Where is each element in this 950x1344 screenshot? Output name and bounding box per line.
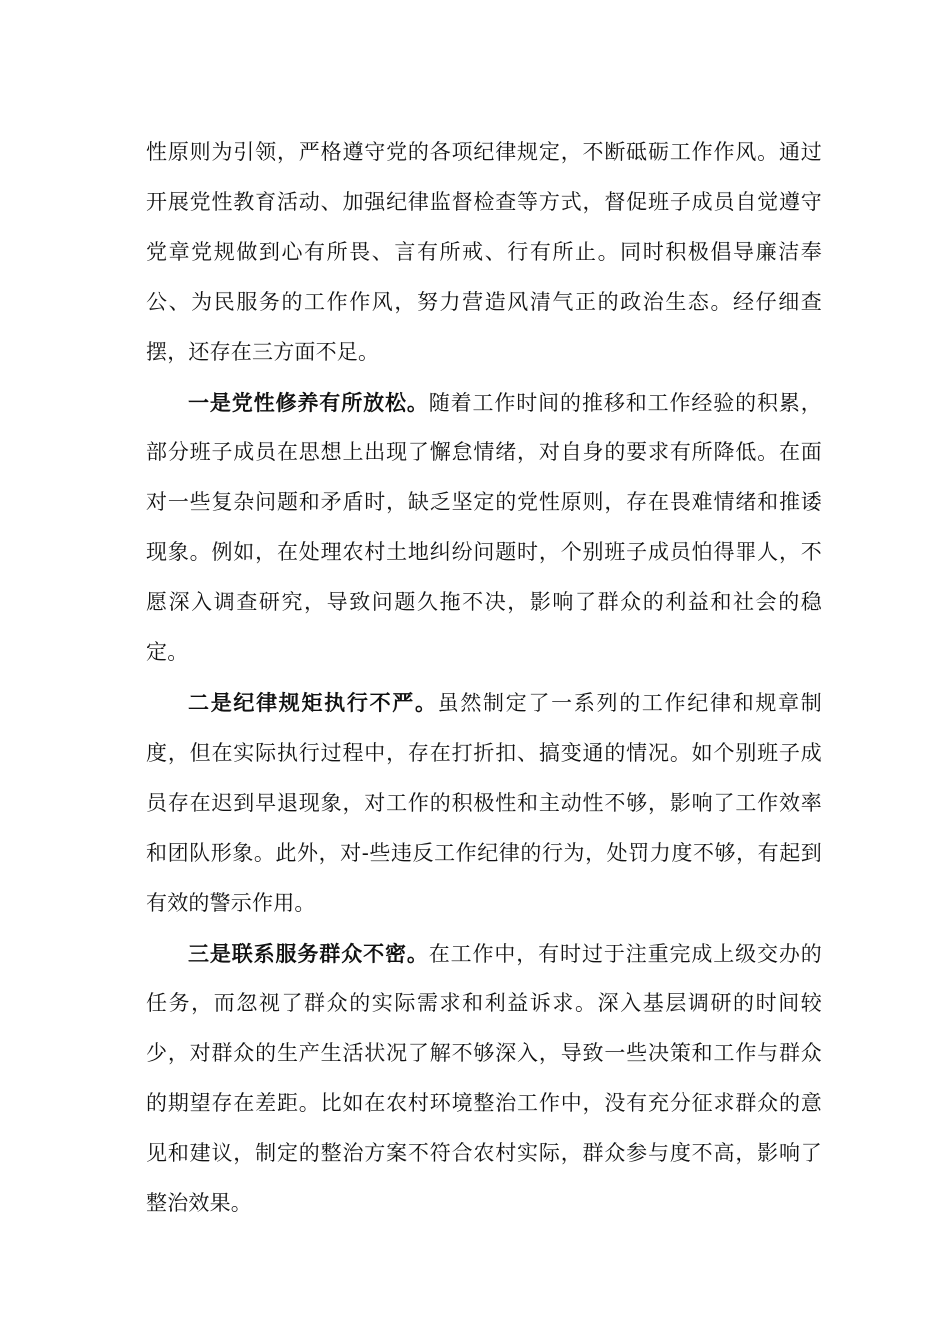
paragraph-lead-heading: 三是联系服务群众不密。 (188, 940, 429, 966)
paragraph-text: 随着工作时间的推移和工作经验的积累，部分班子成员在思想上出现了懈怠情绪，对自身的要求有所降低。在面对一些复杂问题和矛盾时，缺乏坚定的党性原则，存在畏难情绪和推诿现象。例如，在处理农村土地纠纷问题时，个别班子成员怕得罪人，不愿深入调查研究，导致问题久拖不决，影响了群众的利益和社会的稳定。 (146, 390, 822, 665)
document-body (146, 128, 822, 1229)
paragraph-point-two (146, 678, 822, 929)
paragraph-lead-heading: 一是党性修养有所放松。 (188, 389, 429, 415)
paragraph-point-one (146, 378, 822, 678)
paragraph-text: 在工作中，有时过于注重完成上级交办的任务，而忽视了群众的实际需求和利益诉求。深入基层调研的时间较少，对群众的生产生活状况了解不够深入，导致一些决策和工作与群众的期望存在差距。比如在农村环境整治工作中，没有充分征求群众的意见和建议，制定的整治方案不符合农村实际，群众参与度不高，影响了整治效果。 (146, 941, 822, 1216)
paragraph-lead-heading: 二是纪律规矩执行不严。 (188, 689, 438, 715)
paragraph-point-three (146, 929, 822, 1229)
paragraph-text: 虽然制定了一系列的工作纪律和规章制度，但在实际执行过程中，存在打折扣、搞变通的情况。如个别班子成员存在迟到早退现象，对工作的积极性和主动性不够，影响了工作效率和团队形象。此外，对-些违反工作纪律的行为，处罚力度不够，有起到有效的警示作用。 (146, 690, 822, 915)
paragraph-intro (146, 128, 822, 378)
paragraph-text: 性原则为引领，严格遵守党的各项纪律规定，不断砥砺工作作风。通过开展党性教育活动、加强纪律监督检查等方式，督促班子成员自觉遵守党章党规做到心有所畏、言有所戒、行有所止。同时积极倡导廉洁奉公、为民服务的工作作风，努力营造风清气正的政治生态。经仔细查摆，还存在三方面不足。 (146, 140, 822, 364)
